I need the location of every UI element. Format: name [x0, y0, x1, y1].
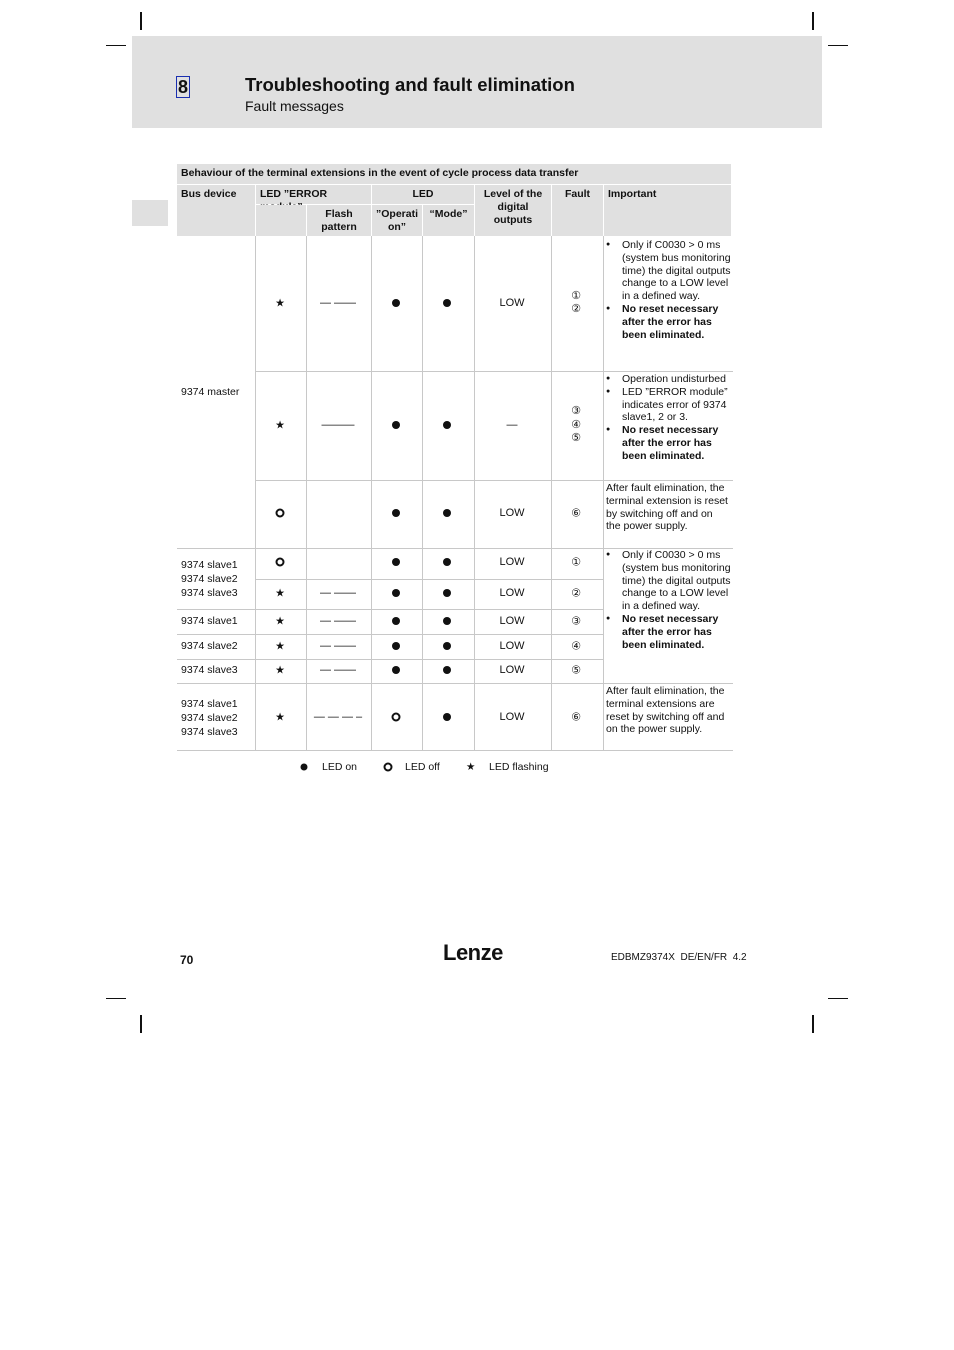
crop-mark — [828, 998, 848, 999]
legend-led-on: LED on — [322, 761, 358, 773]
led-flashing-icon: ★ — [275, 587, 285, 600]
led-flashing-icon: ★ — [275, 419, 285, 432]
level-value: LOW — [499, 297, 525, 309]
led-flashing-icon: ★ — [466, 761, 476, 773]
led-off-icon — [384, 763, 393, 772]
led-on-icon — [443, 666, 451, 674]
fault-codes: ① — [571, 556, 581, 569]
col-header-level: Level of the digital outputs — [475, 185, 551, 236]
led-on-icon — [443, 299, 451, 307]
side-tab — [132, 200, 168, 226]
crop-mark — [812, 12, 814, 30]
col-header-error-led-blank — [256, 205, 306, 236]
table-rule — [422, 236, 423, 750]
led-flashing-icon: ★ — [275, 711, 285, 724]
fault-codes: ④ — [571, 640, 581, 653]
led-on-icon — [392, 666, 400, 674]
fault-codes: ⑥ — [571, 711, 581, 724]
led-off-icon — [276, 509, 285, 518]
crop-mark — [812, 1015, 814, 1033]
table-rule — [177, 683, 733, 684]
level-value: LOW — [499, 507, 525, 519]
led-on-icon — [443, 558, 451, 566]
flash-pattern: — — — – — [313, 711, 363, 723]
table-rule — [177, 609, 603, 610]
note-item: ● LED ”ERROR module” indicates error of 9374 slave1, 2 or 3. — [604, 386, 732, 424]
fault-codes: ⑤ — [571, 664, 581, 677]
table-rule — [371, 236, 372, 750]
fault-codes: ③ — [571, 615, 581, 628]
table-rule — [255, 236, 256, 750]
col-header-led: LED — [372, 185, 474, 204]
led-on-icon — [301, 764, 308, 771]
col-header-bus-device: Bus device — [177, 185, 255, 236]
col-header-fault: Fault — [552, 185, 603, 236]
led-flashing-icon: ★ — [275, 664, 285, 677]
chapter-header — [132, 36, 822, 128]
page-title: Troubleshooting and fault elimination — [245, 74, 575, 95]
led-on-icon — [392, 421, 400, 429]
level-value: LOW — [499, 615, 525, 627]
led-flashing-icon: ★ — [275, 640, 285, 653]
led-on-icon — [443, 509, 451, 517]
led-flashing-icon: ★ — [275, 615, 285, 628]
note-item: ● No reset necessary after the error has been eliminated. — [604, 303, 732, 341]
important-note: After fault elimination, the terminal extensions are reset by switching off and on the power supply. — [606, 685, 725, 736]
bus-device-slaves: 9374 slave1 9374 slave2 9374 slave3 — [181, 559, 238, 599]
level-value: LOW — [499, 640, 525, 652]
table-rule — [177, 750, 733, 751]
crop-mark — [106, 998, 126, 999]
flash-pattern: — —— — [319, 664, 357, 676]
led-flashing-icon: ★ — [275, 297, 285, 310]
fault-codes: ① ② — [571, 290, 581, 315]
fault-codes: ⑥ — [571, 507, 581, 520]
level-value: — — [506, 419, 518, 431]
note-item: ● Only if C0030 > 0 ms (system bus monitoring time) the digital outputs change to a LOW level in a defined way. — [604, 549, 732, 613]
col-header-flash-pattern: Flash pattern — [307, 205, 371, 236]
important-note — [604, 239, 732, 341]
chapter-number: 8 — [177, 77, 188, 97]
note-item: ● Only if C0030 > 0 ms (system bus monitoring time) the digital outputs change to a LOW level in a defined way. — [604, 239, 732, 303]
table-rule — [551, 236, 552, 750]
led-on-icon — [392, 558, 400, 566]
important-note: After fault elimination, the terminal extension is reset by switching off and on the power supply. — [606, 482, 728, 533]
legend-led-off: LED off — [405, 761, 440, 773]
legend-led-flashing: LED flashing — [489, 761, 549, 773]
crop-mark — [140, 1015, 142, 1033]
led-on-icon — [392, 299, 400, 307]
led-on-icon — [392, 509, 400, 517]
crop-mark — [828, 45, 848, 46]
page-subtitle: Fault messages — [245, 98, 344, 114]
crop-mark — [140, 12, 142, 30]
col-header-operation: ”Operati on” — [372, 205, 422, 236]
col-header-led-error-module: LED ”ERROR — [256, 185, 371, 204]
flash-pattern: — —— — [319, 587, 357, 599]
table-rule — [255, 480, 733, 481]
table-rule — [177, 659, 603, 660]
flash-pattern: — —— — [319, 615, 357, 627]
table-rule — [474, 236, 475, 750]
note-item: ● No reset necessary after the error has been eliminated. — [604, 613, 732, 651]
bus-device-master: 9374 master — [181, 386, 240, 398]
bus-device-slaves: 9374 slave1 9374 slave2 9374 slave3 — [181, 698, 238, 738]
table-rule — [255, 579, 603, 580]
led-on-icon — [443, 642, 451, 650]
note-item: ● Operation undisturbed — [604, 373, 732, 386]
level-value: LOW — [499, 664, 525, 676]
important-note — [604, 373, 732, 463]
fault-codes: ② — [571, 587, 581, 600]
brand-logo: Lenze — [443, 940, 503, 965]
flash-pattern: — —— — [319, 297, 357, 309]
col-header-important: Important — [604, 185, 731, 236]
led-off-icon — [392, 713, 401, 722]
table-rule — [255, 371, 733, 372]
document-id: EDBMZ9374X DE/EN/FR 4.2 — [611, 952, 747, 963]
led-on-icon — [443, 421, 451, 429]
page-number: 70 — [180, 953, 194, 967]
fault-codes: ③ ④ ⑤ — [571, 404, 581, 444]
led-on-icon — [392, 642, 400, 650]
flash-pattern: ——— — [321, 419, 355, 431]
bus-device-slave1: 9374 slave1 — [181, 615, 238, 627]
led-on-icon — [443, 617, 451, 625]
crop-mark — [106, 45, 126, 46]
note-item: ● No reset necessary after the error has been eliminated. — [604, 424, 732, 462]
flash-pattern: — —— — [319, 640, 357, 652]
led-off-icon — [276, 558, 285, 567]
level-value: LOW — [499, 587, 525, 599]
level-value: LOW — [499, 711, 525, 723]
led-on-icon — [443, 713, 451, 721]
important-note — [604, 549, 732, 651]
table-rule — [177, 634, 603, 635]
bus-device-slave3: 9374 slave3 — [181, 664, 238, 676]
table-caption: Behaviour of the terminal extensions in the event of cycle process data transfer — [177, 164, 731, 184]
led-on-icon — [392, 617, 400, 625]
led-on-icon — [443, 589, 451, 597]
table-rule — [306, 236, 307, 750]
bus-device-slave2: 9374 slave2 — [181, 640, 238, 652]
level-value: LOW — [499, 556, 525, 568]
led-on-icon — [392, 589, 400, 597]
col-header-mode: “Mode” — [423, 205, 474, 236]
